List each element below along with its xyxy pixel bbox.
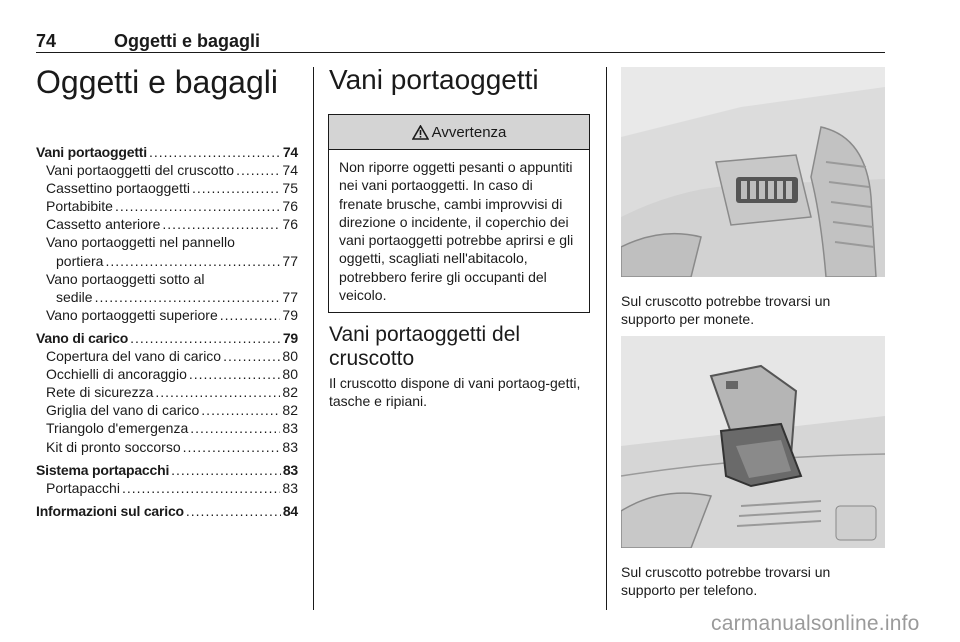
toc-entry-label: Vano portaoggetti superiore [46, 306, 218, 323]
table-of-contents [36, 143, 298, 520]
phone-holder-illustration [621, 336, 885, 548]
toc-entry [36, 419, 298, 437]
toc-entry-label: Kit di pronto soccorso [46, 438, 181, 455]
chapter-title: Oggetti e bagagli [36, 64, 278, 100]
toc-section [36, 461, 298, 479]
toc-entry [36, 233, 298, 251]
toc-leader-dots [183, 438, 281, 456]
page-number: 74 [36, 31, 57, 51]
toc-entry-label: Cassettino portaoggetti [46, 180, 190, 197]
toc-entry-label: Rete di sicurezza [46, 384, 154, 401]
toc-section [36, 329, 298, 347]
column-divider-right [606, 67, 607, 610]
toc-entry-label: Portabibite [46, 198, 113, 215]
subsection-title: Vani portaoggetti del cruscotto [329, 323, 521, 370]
toc-entry [36, 401, 298, 419]
toc-entry [36, 438, 298, 456]
toc-entry-page: 82 [282, 384, 298, 401]
toc-leader-dots [105, 252, 280, 270]
warning-box [328, 114, 590, 313]
coin-holder-caption: Sul cruscotto potrebbe trovarsi un supporto per monete. [621, 293, 831, 328]
toc-leader-dots [201, 401, 280, 419]
toc-entry-label: Portapacchi [46, 479, 120, 496]
running-title: Oggetti e bagagli [114, 31, 261, 51]
toc-entry-page: 77 [282, 288, 298, 305]
toc-entry-page: 79 [282, 306, 298, 323]
toc-entry [36, 347, 298, 365]
toc-entry-page: 80 [282, 366, 298, 383]
coin-holder-illustration [621, 67, 885, 277]
toc-entry-label: Vano portaoggetti nel pannello [46, 234, 235, 251]
body-paragraph: Il cruscotto dispone di vani portaog-getti, tasche e ripiani. [329, 375, 581, 410]
toc-entry-label-continued: portiera [56, 252, 104, 269]
toc-leader-dots [223, 347, 280, 365]
toc-entry-page: 76 [282, 216, 298, 233]
toc-entry-label: Griglia del vano di carico [46, 402, 200, 419]
toc-leader-dots [149, 143, 281, 161]
toc-leader-dots [192, 179, 280, 197]
toc-entry-label: Cassetto anteriore [46, 216, 161, 233]
warning-text: Non riporre oggetti pesanti o appuntiti nei vani portaoggetti. In caso di frenate brusche, cambi improvvisi di direzione o incidente, il coperchio dei vani portaoggetti potrebbe aprirsi e gli oggetti, scagliati nell'abitacolo, potrebbero ferire gli occupanti del veicolo. [339, 159, 574, 304]
toc-entry [36, 306, 298, 324]
toc-entry-page: 83 [282, 438, 298, 455]
toc-entry-label: Copertura del vano di carico [46, 348, 222, 365]
toc-entry-label: Triangolo d'emergenza [46, 420, 189, 437]
toc-leader-dots [130, 329, 281, 347]
warning-title: Avvertenza [431, 123, 507, 141]
toc-entry [36, 270, 298, 288]
toc-entry-page: 84 [282, 502, 298, 519]
toc-section [36, 502, 298, 520]
toc-leader-dots [236, 161, 280, 179]
coin-holder [736, 177, 798, 203]
toc-leader-dots [189, 365, 281, 383]
toc-entry-page: 79 [282, 329, 298, 346]
warning-triangle-icon [412, 125, 429, 140]
toc-entry-label: Vani portaoggetti del cruscotto [46, 162, 235, 179]
toc-entry-label: Vani portaoggetti [36, 144, 147, 160]
warning-header [329, 115, 589, 150]
toc-entry-label: Vano portaoggetti sotto al [46, 270, 205, 287]
header-rule [36, 52, 885, 53]
toc-leader-dots [190, 419, 280, 437]
toc-leader-dots [115, 197, 280, 215]
toc-leader-dots [186, 502, 281, 520]
toc-entry-page: 82 [282, 402, 298, 419]
toc-leader-dots [171, 461, 281, 479]
toc-entry-label: Occhielli di ancoraggio [46, 366, 187, 383]
toc-entry-continuation [36, 252, 298, 270]
toc-entry [36, 215, 298, 233]
section-title: Vani portaoggetti [329, 64, 539, 95]
toc-entry-label: Informazioni sul carico [36, 502, 184, 519]
toc-entry-label: Sistema portapacchi [36, 461, 170, 478]
toc-entry [36, 179, 298, 197]
toc-entry-continuation [36, 288, 298, 306]
toc-entry [36, 161, 298, 179]
toc-entry [36, 365, 298, 383]
toc-entry-page: 74 [282, 162, 298, 179]
toc-entry [36, 197, 298, 215]
toc-leader-dots [95, 288, 281, 306]
toc-leader-dots [155, 383, 280, 401]
toc-entry-page: 83 [282, 461, 298, 478]
toc-entry-page: 74 [282, 144, 298, 160]
toc-entry [36, 383, 298, 401]
column-divider-left [313, 67, 314, 610]
toc-entry-label: Vano di carico [36, 329, 129, 346]
toc-section [36, 143, 298, 161]
toc-entry-page: 83 [282, 420, 298, 437]
toc-entry-label-continued: sedile [56, 288, 93, 305]
toc-entry [36, 479, 298, 497]
toc-leader-dots [162, 215, 280, 233]
toc-entry-page: 80 [282, 348, 298, 365]
toc-entry-page: 76 [282, 198, 298, 215]
toc-entry-page: 75 [282, 180, 298, 197]
phone-holder-caption: Sul cruscotto potrebbe trovarsi un supporto per telefono. [621, 564, 831, 599]
watermark: carmanualsonline.info [711, 612, 920, 635]
toc-entry-page: 77 [282, 252, 298, 269]
toc-leader-dots [220, 306, 281, 324]
toc-leader-dots [122, 479, 280, 497]
toc-entry-page: 83 [282, 479, 298, 496]
